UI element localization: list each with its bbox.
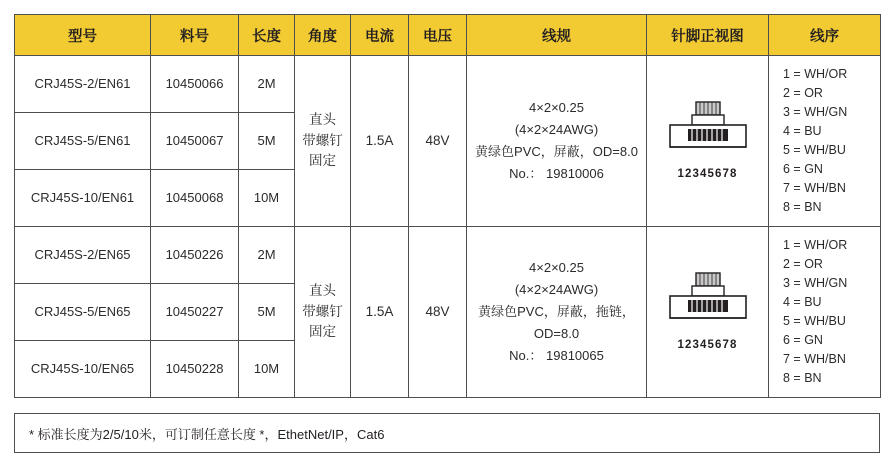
wire-order-item-5: 5 = WH/BU bbox=[783, 143, 846, 157]
cell-current: 1.5A bbox=[351, 56, 409, 227]
wire-spec-line-4: OD=8.0 bbox=[533, 326, 580, 342]
cell-angle bbox=[295, 56, 351, 227]
cell-wire-spec bbox=[467, 56, 647, 227]
cell-model: CRJ45S-10/EN61 bbox=[15, 170, 151, 227]
rj45-connector-drawing bbox=[666, 99, 750, 161]
cell-model: CRJ45S-5/EN61 bbox=[15, 113, 151, 170]
cell-pin-view bbox=[647, 56, 769, 227]
wire-order-item-8: 8 = BN bbox=[783, 200, 822, 214]
angle-line-2: 带螺钉 bbox=[302, 303, 343, 319]
cell-voltage: 48V bbox=[409, 56, 467, 227]
wire-order-item-6: 6 = GN bbox=[783, 333, 823, 347]
wire-order-item-1: 1 = WH/OR bbox=[783, 67, 848, 81]
cell-pin-view bbox=[647, 227, 769, 398]
wire-spec-line-1: 4×2×0.25 bbox=[529, 99, 584, 115]
wire-spec-line-1: 4×2×0.25 bbox=[529, 259, 584, 275]
table-row bbox=[15, 227, 881, 284]
column-header-wire-spec: 线规 bbox=[467, 15, 647, 56]
angle-line-1: 直头 bbox=[309, 282, 336, 298]
wire-spec-line-2: (4×2×24AWG) bbox=[514, 121, 599, 137]
cell-partno: 10450066 bbox=[151, 56, 239, 113]
cell-current: 1.5A bbox=[351, 227, 409, 398]
wire-order-item-7: 7 = WH/BN bbox=[783, 181, 846, 195]
cell-length: 5M bbox=[239, 284, 295, 341]
footnote-text: * 标准长度为2/5/10米，可订制任意长度 *，EthetNet/IP，Cat6 bbox=[29, 426, 385, 442]
rj45-connector-icon bbox=[649, 270, 766, 354]
column-header-current: 电流 bbox=[351, 15, 409, 56]
cell-wire-order bbox=[769, 56, 881, 227]
angle-line-3: 固定 bbox=[309, 324, 336, 340]
cell-wire-spec bbox=[467, 227, 647, 398]
angle-line-1: 直头 bbox=[309, 111, 336, 127]
pin-numbers-label: 12345678 bbox=[677, 168, 738, 181]
wire-order-item-5: 5 = WH/BU bbox=[783, 314, 846, 328]
wire-order-item-8: 8 = BN bbox=[783, 371, 822, 385]
column-header-angle: 角度 bbox=[295, 15, 351, 56]
wire-order-item-6: 6 = GN bbox=[783, 162, 823, 176]
wire-spec-line-3: 黄绿色PVC，屏蔽，拖链， bbox=[478, 303, 635, 319]
cell-length: 2M bbox=[239, 56, 295, 113]
cell-partno: 10450226 bbox=[151, 227, 239, 284]
column-header-wire-order: 线序 bbox=[769, 15, 881, 56]
cell-model: CRJ45S-10/EN65 bbox=[15, 341, 151, 398]
cell-wire-order bbox=[769, 227, 881, 398]
angle-line-3: 固定 bbox=[309, 153, 336, 169]
wire-spec-line-5: No.： 19810065 bbox=[509, 348, 604, 364]
wire-order-item-2: 2 = OR bbox=[783, 257, 823, 271]
column-header-partno: 料号 bbox=[151, 15, 239, 56]
wire-order-item-4: 4 = BU bbox=[783, 295, 822, 309]
cell-length: 5M bbox=[239, 113, 295, 170]
wire-order-item-3: 3 = WH/GN bbox=[783, 105, 848, 119]
product-spec-table bbox=[14, 14, 881, 398]
cell-partno: 10450068 bbox=[151, 170, 239, 227]
cell-angle bbox=[295, 227, 351, 398]
cell-model: CRJ45S-2/EN61 bbox=[15, 56, 151, 113]
wire-spec-line-4: No.： 19810006 bbox=[509, 166, 604, 182]
wire-order-item-7: 7 = WH/BN bbox=[783, 352, 846, 366]
table-header-row bbox=[15, 15, 881, 56]
cell-length: 10M bbox=[239, 170, 295, 227]
cell-model: CRJ45S-2/EN65 bbox=[15, 227, 151, 284]
footnote-box bbox=[14, 413, 880, 453]
cell-model: CRJ45S-5/EN65 bbox=[15, 284, 151, 341]
wire-spec-line-3: 黄绿色PVC，屏蔽，OD=8.0 bbox=[475, 144, 638, 159]
rj45-connector-drawing bbox=[666, 270, 750, 332]
wire-order-item-2: 2 = OR bbox=[783, 86, 823, 100]
wire-order-item-3: 3 = WH/GN bbox=[783, 276, 848, 290]
column-header-voltage: 电压 bbox=[409, 15, 467, 56]
column-header-pin-view: 针脚正视图 bbox=[647, 15, 769, 56]
cell-voltage: 48V bbox=[409, 227, 467, 398]
cell-partno: 10450228 bbox=[151, 341, 239, 398]
rj45-connector-icon bbox=[649, 99, 766, 183]
column-header-model: 型号 bbox=[15, 15, 151, 56]
cell-partno: 10450067 bbox=[151, 113, 239, 170]
wire-order-item-1: 1 = WH/OR bbox=[783, 238, 848, 252]
column-header-length: 长度 bbox=[239, 15, 295, 56]
table-row bbox=[15, 56, 881, 113]
pin-numbers-label: 12345678 bbox=[677, 339, 738, 352]
cell-length: 2M bbox=[239, 227, 295, 284]
cell-length: 10M bbox=[239, 341, 295, 398]
cell-partno: 10450227 bbox=[151, 284, 239, 341]
wire-order-item-4: 4 = BU bbox=[783, 124, 822, 138]
angle-line-2: 带螺钉 bbox=[302, 132, 343, 148]
wire-spec-line-2: (4×2×24AWG) bbox=[514, 281, 599, 297]
